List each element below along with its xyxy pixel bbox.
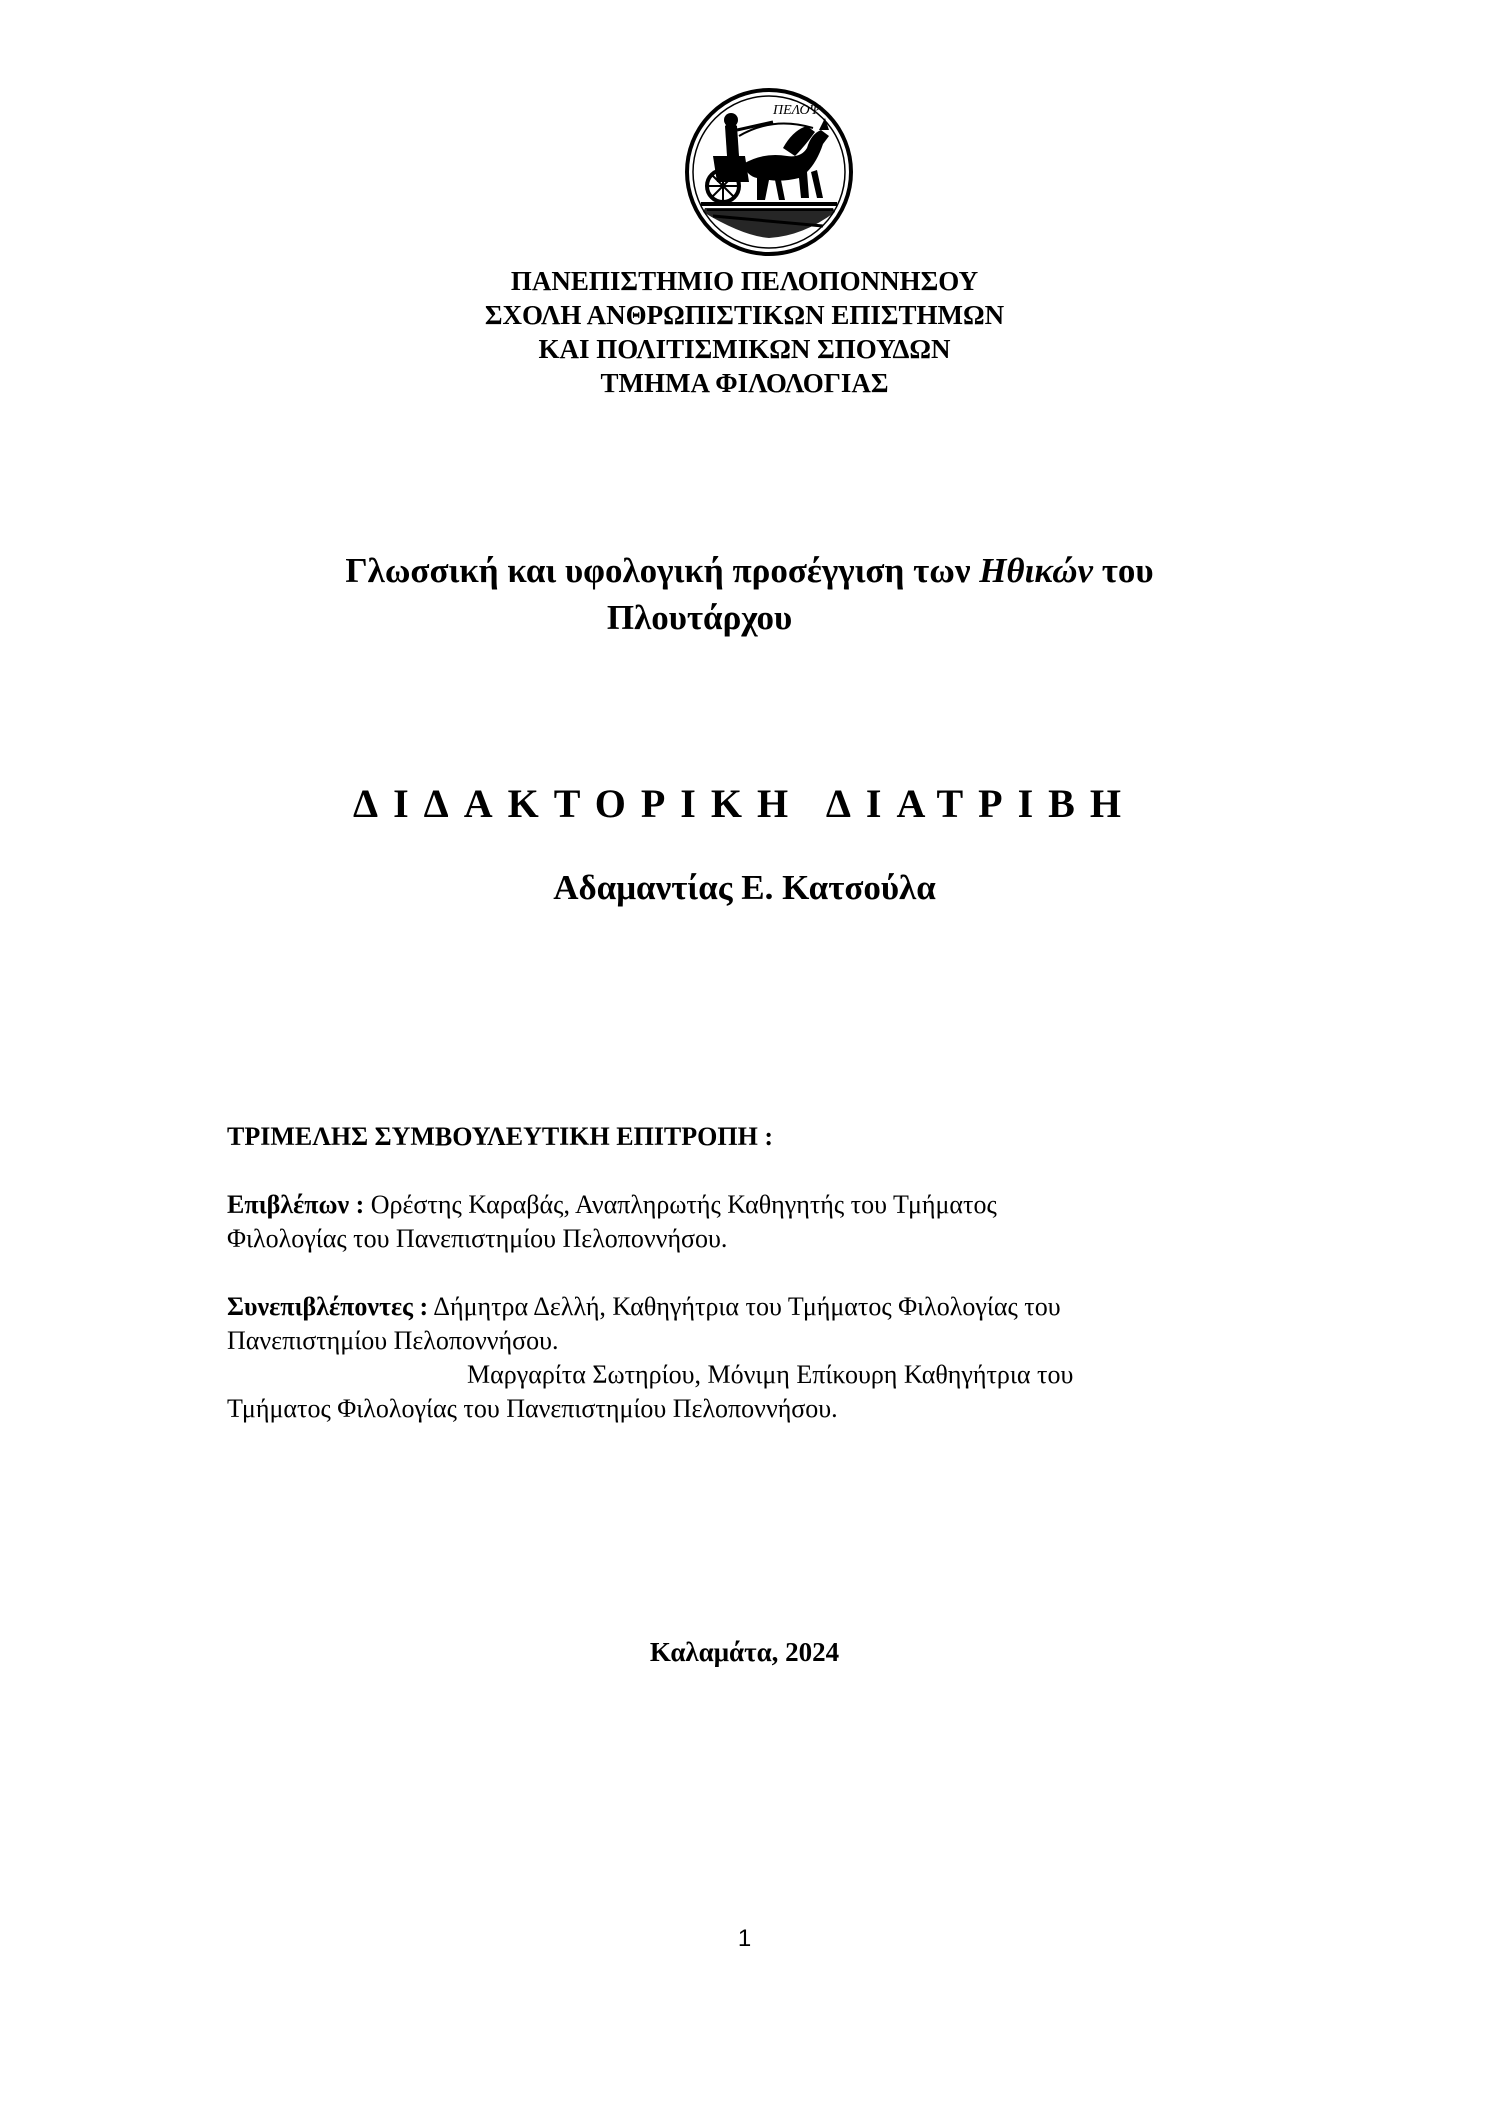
supervisor-label: Επιβλέπων : xyxy=(227,1190,365,1219)
thesis-title xyxy=(0,547,1489,641)
title-italic-word: Ηθικών xyxy=(979,551,1094,590)
cosupervisors-entry xyxy=(227,1290,1287,1426)
cosupervisor1-text: Δήμητρα Δελλή, Καθηγήτρια του Τμήματος Φιλολογίας του xyxy=(428,1292,1061,1321)
school-name-line1: ΣΧΟΛΗ ΑΝΘΡΩΠΙΣΤΙΚΩΝ ΕΠΙΣΤΗΜΩΝ xyxy=(484,300,1005,330)
title-part2: του xyxy=(1093,551,1154,590)
title-part1: Γλωσσική και υφολογική προσέγγιση των xyxy=(345,551,980,590)
department-name: ΤΜΗΜΑ ΦΙΛΟΛΟΓΙΑΣ xyxy=(600,368,889,398)
cosupervisor1-text-cont: Πανεπιστημίου Πελοποννήσου. xyxy=(227,1326,559,1355)
committee-heading: ΤΡΙΜΕΛΗΣ ΣΥΜΒΟΥΛΕΥΤΙΚΗ ΕΠΙΤΡΟΠΗ : xyxy=(227,1122,773,1151)
cosupervisor2-text-cont: Τμήματος Φιλολογίας του Πανεπιστημίου Πελοποννήσου. xyxy=(227,1394,838,1423)
supervisor-text-cont: Φιλολογίας του Πανεπιστημίου Πελοποννήσου. xyxy=(227,1224,728,1253)
seal-inscription: ΠΕΛΟΨ xyxy=(773,103,820,118)
school-name-line2: ΚΑΙ ΠΟΛΙΤΙΣΜΙΚΩΝ ΣΠΟΥΔΩΝ xyxy=(538,334,951,364)
advisory-committee xyxy=(227,1120,1287,1460)
author-name: Αδαμαντίας Ε. Κατσούλα xyxy=(553,868,936,907)
university-name: ΠΑΝΕΠΙΣΤΗΜΙΟ ΠΕΛΟΠΟΝΝΗΣΟΥ xyxy=(510,266,979,296)
university-seal-chariot-icon xyxy=(683,86,855,258)
page-number: 1 xyxy=(737,1925,752,1952)
thesis-title-line2: Πλουτάρχου xyxy=(606,598,793,637)
cosupervisor2-text: Μαργαρίτα Σωτηρίου, Μόνιμη Επίκουρη Καθηγήτρια του xyxy=(467,1360,1074,1389)
supervisor-text: Ορέστης Καραβάς, Αναπληρωτής Καθηγητής του Τμήματος xyxy=(364,1190,997,1219)
place-and-date: Καλαμάτα, 2024 xyxy=(649,1637,840,1667)
document-type: ΔΙΔΑΚΤΟΡΙΚΗ ΔΙΑΤΡΙΒΗ xyxy=(353,781,1136,826)
university-header xyxy=(0,264,1489,400)
supervisor-entry xyxy=(227,1188,1287,1256)
thesis-title-line1 xyxy=(0,547,1489,594)
cosupervisors-label: Συνεπιβλέποντες : xyxy=(227,1292,429,1321)
